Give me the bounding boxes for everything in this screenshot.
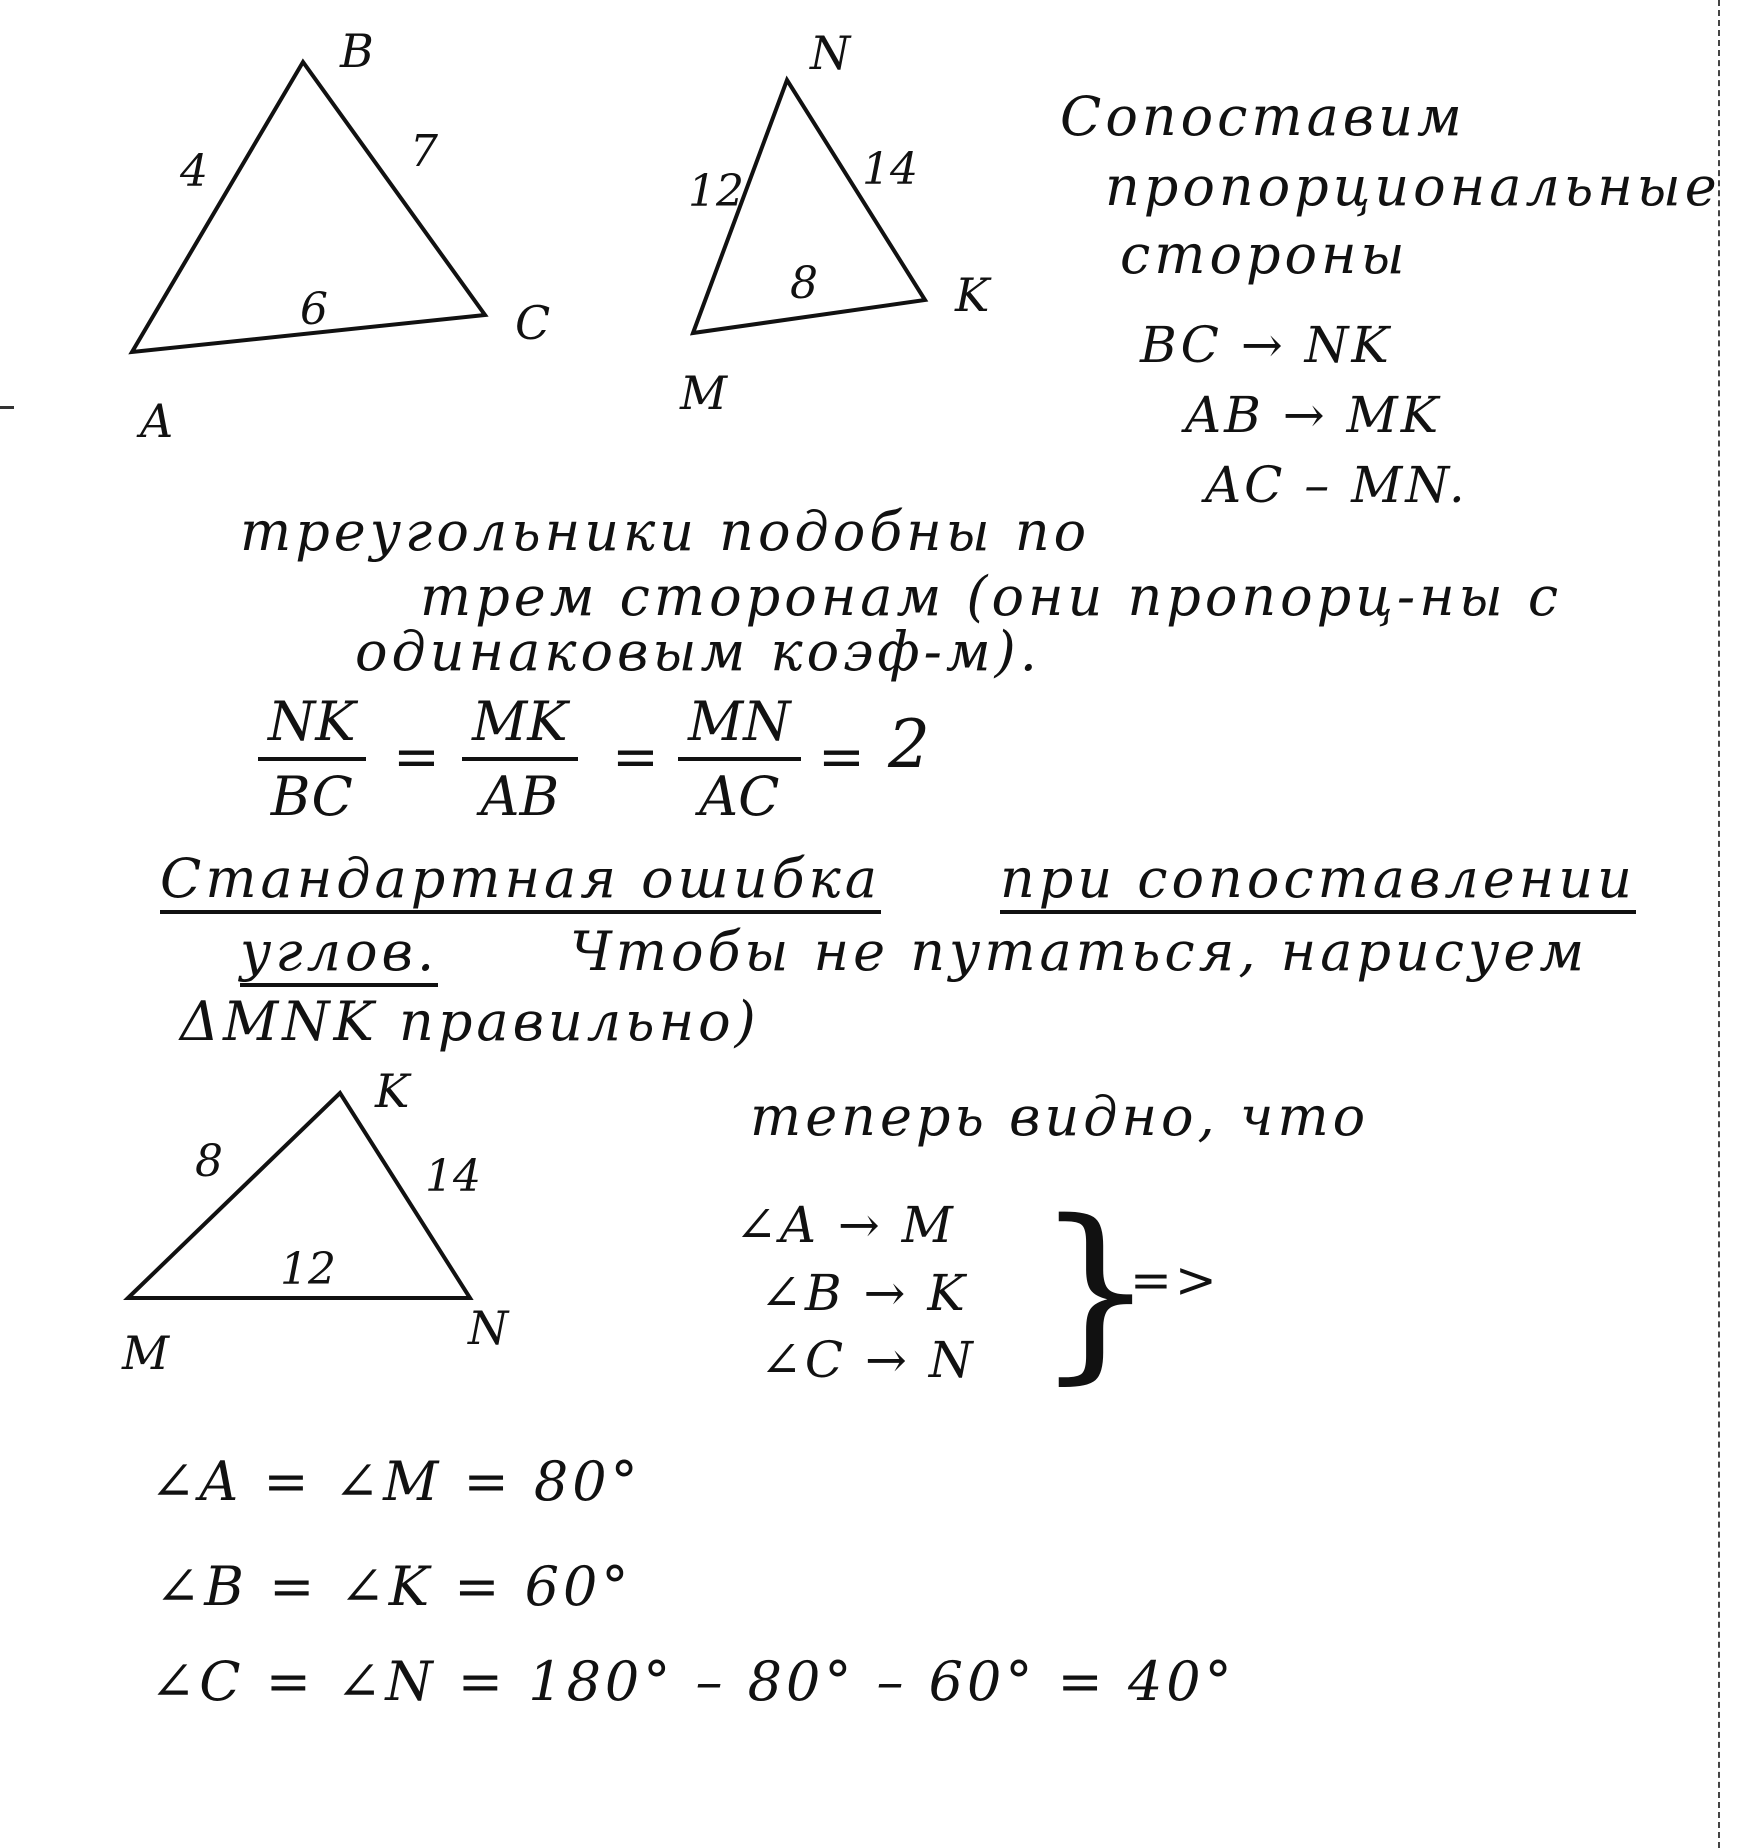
angle-map-c: ∠C → N	[760, 1331, 976, 1389]
vertex-c-label: C	[515, 296, 551, 350]
redrawn-vertex-n-label: N	[468, 1301, 509, 1355]
angles-now-seen: теперь видно, что	[750, 1085, 1370, 1148]
side-nk-length: 14	[862, 144, 918, 195]
side-map-ab: AB → MK	[1185, 386, 1442, 444]
side-ac-length: 6	[300, 284, 328, 335]
similar-line-1: треугольники подобны по	[240, 500, 1091, 563]
left-edge-tick	[0, 406, 14, 409]
warning-draw-correctly: ΔMNK правильно)	[180, 990, 760, 1053]
ratio-denominator-3: AC	[699, 765, 780, 828]
side-map-ac: AC – MN.	[1205, 456, 1468, 514]
vertex-k-label: K	[955, 268, 990, 322]
vertex-b-label: B	[340, 24, 374, 78]
redrawn-side-mn-length: 12	[280, 1244, 336, 1295]
ratio-denominator-1: BC	[270, 765, 353, 828]
result-angle-b: ∠B = ∠K = 60°	[155, 1555, 633, 1618]
compare-line-3: стороны	[1120, 223, 1409, 286]
angle-map-b: ∠B → K	[760, 1264, 968, 1322]
vertex-a-label: A	[140, 394, 174, 448]
redrawn-side-kn-length: 14	[425, 1151, 481, 1202]
side-map-bc: BC → NK	[1140, 316, 1392, 374]
angle-map-a: ∠A → M	[735, 1196, 956, 1254]
result-angle-a: ∠A = ∠M = 80°	[150, 1450, 642, 1513]
result-angle-c: ∠C = ∠N = 180° – 80° – 60° = 40°	[150, 1650, 1236, 1713]
ratio-numerator-2: MK	[462, 690, 578, 761]
ratio-coefficient: 2	[888, 706, 930, 783]
vertex-m-label: M	[680, 366, 728, 420]
ratio-equals-1: =	[393, 725, 440, 790]
ratio-fraction-2	[462, 690, 578, 828]
ratio-fraction-1	[258, 690, 366, 828]
warning-to-avoid: Чтобы не путаться, нарисуем	[570, 920, 1589, 983]
warning-angles: углов.	[240, 925, 438, 987]
ratio-numerator-1: NK	[258, 690, 366, 761]
redrawn-vertex-k-label: K	[375, 1064, 410, 1118]
similar-line-2: трем сторонам (они пропорц-ны с	[420, 565, 1563, 628]
warning-when-matching: при сопоставлении	[1000, 852, 1636, 914]
right-margin-line	[1718, 0, 1720, 1848]
redrawn-side-mk-length: 8	[195, 1136, 223, 1187]
ratio-equals-2: =	[612, 725, 659, 790]
ratio-numerator-3: MN	[678, 690, 801, 761]
curly-brace: }	[1035, 1180, 1156, 1401]
side-mk-length: 8	[790, 258, 818, 309]
vertex-n-label: N	[810, 26, 851, 80]
redrawn-vertex-m-label: M	[122, 1326, 170, 1380]
side-ab-length: 4	[180, 146, 208, 197]
compare-line-1: Сопоставим	[1060, 85, 1466, 148]
side-mn-length: 12	[688, 166, 744, 217]
side-bc-length: 7	[410, 126, 438, 177]
similar-line-3: одинаковым коэф-м).	[355, 620, 1041, 683]
implies-arrow: =>	[1130, 1251, 1220, 1309]
warning-standard-error: Стандартная ошибка	[160, 852, 881, 914]
compare-line-2: пропорциональные	[1105, 155, 1721, 218]
ratio-denominator-2: AB	[480, 765, 560, 828]
ratio-equals-3: =	[818, 725, 865, 790]
ratio-fraction-3	[678, 690, 801, 828]
